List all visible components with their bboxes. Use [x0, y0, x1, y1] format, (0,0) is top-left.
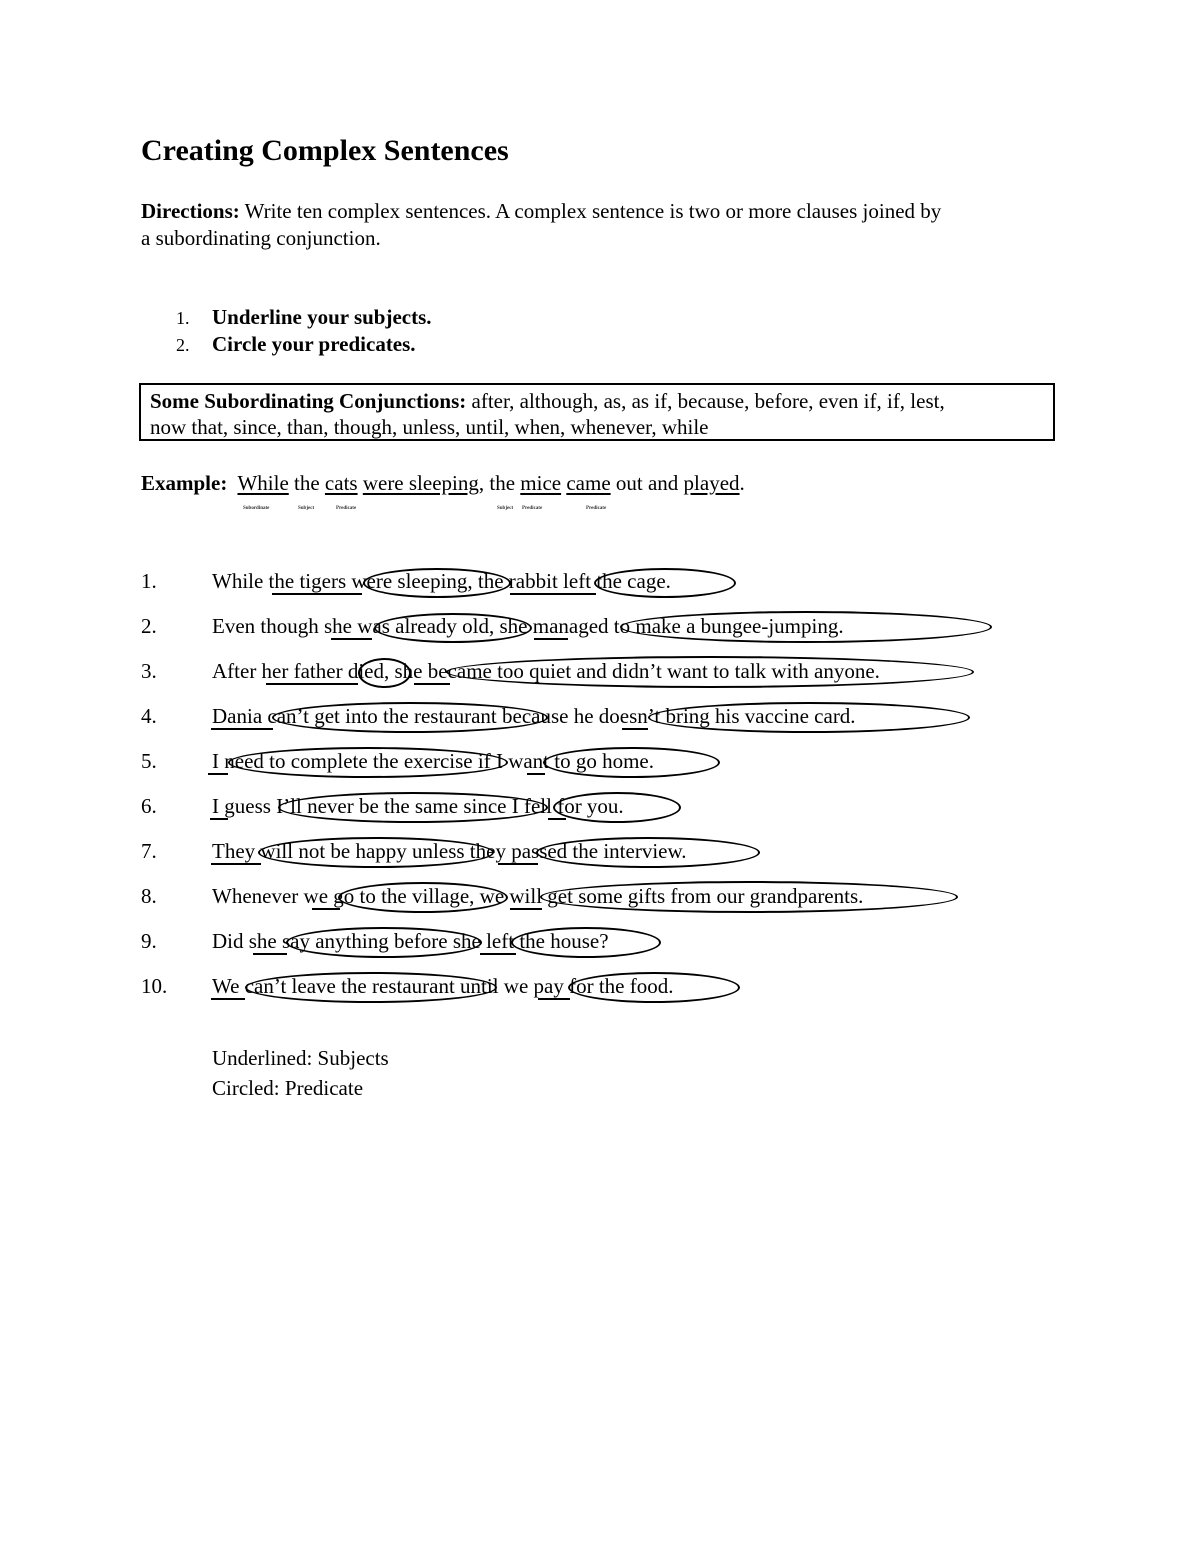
predicate-circle — [536, 837, 760, 868]
subject-underline — [211, 998, 245, 1000]
directions-text-1: Write ten complex sentences. A complex sentence is two or more clauses joined by — [244, 199, 942, 223]
predicate-circle — [594, 568, 736, 598]
predicate-circle — [511, 927, 661, 958]
sentence-number: 10. — [141, 974, 168, 998]
page-title: Creating Complex Sentences — [141, 134, 509, 167]
example-tag-predicate-2: Predicate — [522, 506, 543, 511]
example-subject-cats: cats — [324, 471, 358, 495]
instruction-number-2: 2. — [176, 335, 190, 355]
predicate-circle — [363, 568, 511, 598]
example-predicate-came: came — [566, 471, 611, 495]
predicate-circle — [648, 702, 970, 733]
predicate-circle — [228, 747, 508, 778]
example-sentence — [141, 471, 745, 496]
sentence: Did she say anything before she left the house? — [212, 929, 609, 953]
sentence: After her father died, she became too quiet and didn’t want to talk with anyone. — [212, 659, 880, 683]
predicate-circle — [278, 792, 548, 823]
subject-underline — [414, 683, 450, 685]
directions-line-2: a subordinating conjunction. — [141, 226, 381, 250]
sentence: They will not be happy unless they passed the interview. — [212, 839, 687, 863]
subject-underline — [480, 953, 516, 955]
sentence: We can’t leave the restaurant until we pay for the food. — [212, 974, 674, 998]
legend-underlined: Underlined: Subjects — [212, 1046, 389, 1070]
example-tag-subject-2: Subject — [497, 506, 514, 511]
predicate-circle — [338, 882, 508, 913]
sentence: While the tigers were sleeping, the rabbit left the cage. — [212, 569, 671, 593]
subject-underline — [266, 683, 358, 685]
sentence-number: 7. — [141, 839, 157, 863]
example-tag-predicate-3: Predicate — [586, 506, 607, 511]
conjunction-list-1: after, although, as, as if, because, before, even if, if, lest, — [471, 389, 945, 413]
example-word-while: While — [237, 471, 289, 495]
example-predicate-played: played — [683, 471, 740, 495]
sentence: Whenever we go to the village, we will get some gifts from our grandparents. — [212, 884, 864, 908]
subject-underline — [498, 863, 538, 865]
instruction-2: Circle your predicates. — [212, 332, 416, 356]
conjunction-box-label: Some Subordinating Conjunctions: — [150, 389, 467, 413]
subject-underline — [510, 908, 542, 910]
conjunction-list-2: now that, since, than, though, unless, until, when, whenever, while — [150, 415, 709, 439]
predicate-circle — [286, 927, 482, 958]
predicate-circle — [258, 837, 494, 868]
sentence: I guess I’ll never be the same since I fell for you. — [212, 794, 624, 818]
subject-underline — [622, 728, 648, 730]
subject-underline — [210, 818, 228, 820]
example-period: . — [739, 471, 745, 495]
example-subject-mice: mice — [520, 471, 562, 495]
subject-underline — [312, 908, 340, 910]
predicate-circle — [540, 881, 958, 913]
sentence-number: 6. — [141, 794, 157, 818]
example-predicate-were-sleeping: were sleeping — [362, 471, 479, 495]
subject-underline — [211, 863, 261, 865]
predicate-circle — [358, 658, 411, 688]
example-word-the: the — [294, 471, 320, 495]
subject-underline — [548, 818, 566, 820]
predicate-circle — [543, 747, 720, 778]
sentence-number: 9. — [141, 929, 157, 953]
subject-underline — [534, 638, 568, 640]
predicate-circle — [620, 611, 992, 643]
sentence-number: 4. — [141, 704, 157, 728]
subject-underline — [211, 728, 273, 730]
predicate-circle — [374, 613, 532, 643]
subject-underline — [253, 953, 287, 955]
predicate-circle — [272, 702, 548, 733]
example-word-comma-the: , the — [478, 471, 516, 495]
subject-underline — [510, 593, 596, 595]
sentence: Dania can’t get into the restaurant because he doesn’t bring his vaccine card. — [212, 704, 856, 728]
directions-label: Directions: — [141, 199, 240, 223]
subject-underline — [272, 593, 362, 595]
subject-underline — [538, 998, 570, 1000]
subject-underline — [331, 638, 372, 640]
instruction-number-1: 1. — [176, 308, 190, 328]
subject-underline — [208, 773, 228, 775]
sentence: Even though she was already old, she managed to make a bungee-jumping. — [212, 614, 844, 638]
predicate-circle — [446, 656, 974, 688]
example-tag-subordinate: Subordinate — [243, 506, 270, 511]
sentence-number: 2. — [141, 614, 157, 638]
subject-underline — [527, 773, 545, 775]
example-tag-subject-1: Subject — [298, 506, 315, 511]
conjunction-box-line-1 — [150, 389, 945, 414]
legend-circled: Circled: Predicate — [212, 1076, 364, 1100]
example-label: Example: — [141, 471, 228, 495]
sentence-number: 1. — [141, 569, 157, 593]
predicate-circle — [553, 792, 681, 823]
predicate-circle — [245, 972, 497, 1003]
example-tag-predicate-1: Predicate — [336, 506, 357, 511]
sentence-number: 8. — [141, 884, 157, 908]
sentence: I need to complete the exercise if I want to go home. — [212, 749, 655, 773]
sentence-number: 5. — [141, 749, 157, 773]
directions-line-1 — [141, 198, 941, 225]
predicate-circle — [568, 972, 740, 1003]
example-word-out-and: out and — [615, 471, 679, 495]
instruction-1: Underline your subjects. — [212, 305, 432, 329]
sentence-number: 3. — [141, 659, 157, 683]
